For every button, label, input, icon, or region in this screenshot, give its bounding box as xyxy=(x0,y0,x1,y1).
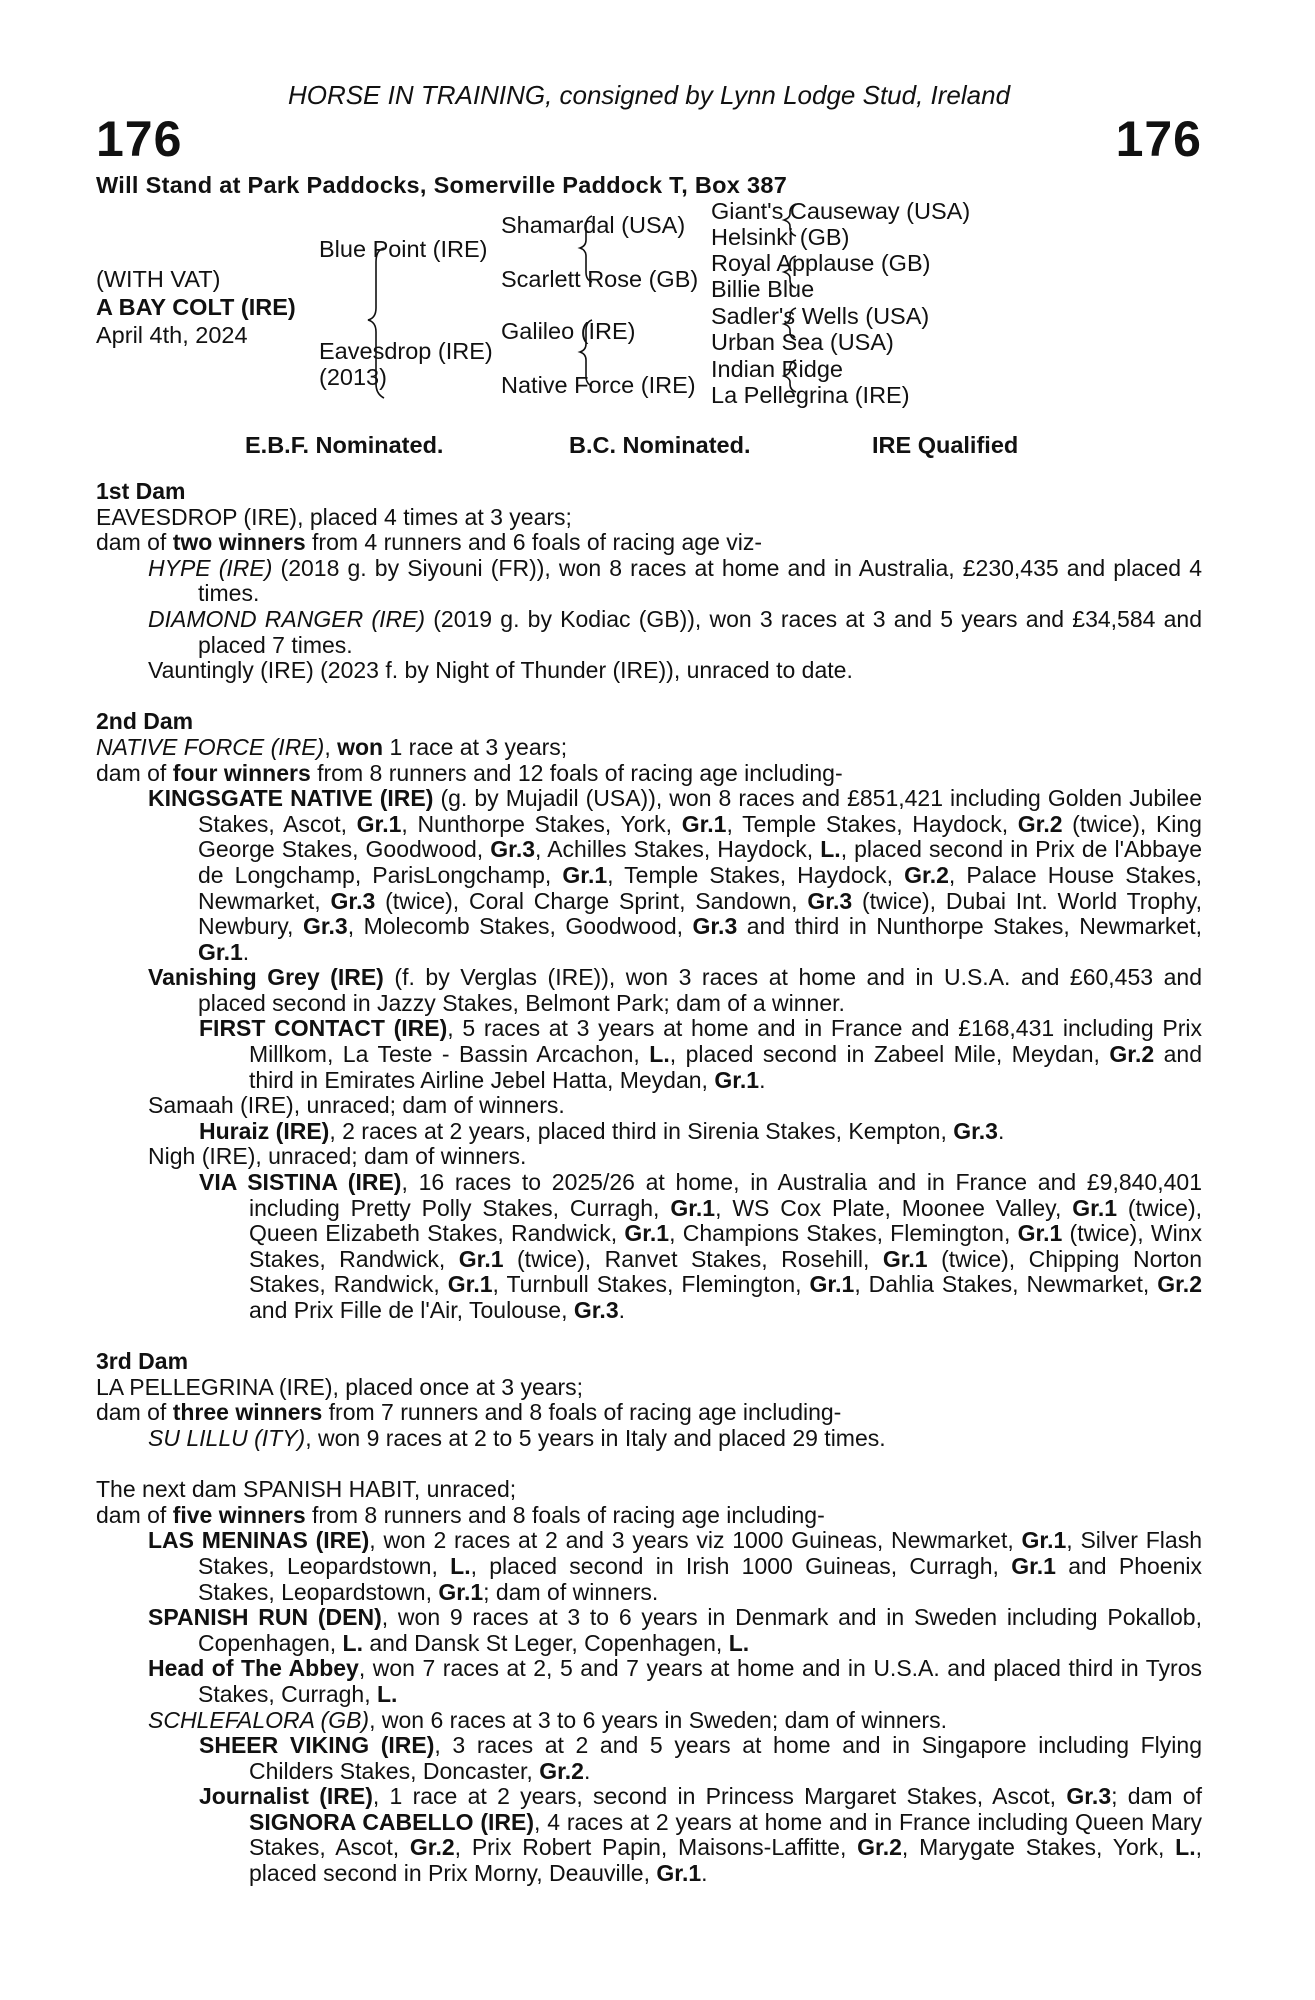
produce-via-sistina: VIA SISTINA (IRE), 16 races to 2025/26 at home, in Australia and in France and £9,840,401 including Pretty Polly Stakes, Curragh, Gr.1, WS Cox Plate, Moonee Valley, Gr.1 (twice), Queen Elizabeth Stakes, Randwick, Gr.1, Champions Stakes, Flemington, Gr.1 (twice), Winx Stakes, Randwick, Gr.1 (twice), Ranvet Stakes, Rosehill, Gr.1 (twice), Chipping Norton Stakes, Randwick, Gr.1, Turnbull Stakes, Flemington, Gr.1, Dahlia Stakes, Newmarket, Gr.2 and Prix Fille de l'Air, Toulouse, Gr.3. xyxy=(199,1169,1203,1323)
sire: Blue Point (IRE) xyxy=(319,236,488,262)
produce-las-meninas: LAS MENINAS (IRE), won 2 races at 2 and 3 years viz 1000 Guineas, Newmarket, Gr.1, Silver Flash Stakes, Leopardstown, L., placed second in Irish 1000 Guineas, Curragh, Gr.1 and Phoenix Stakes, Leopardstown, Gr.1; dam of winners. xyxy=(148,1527,1202,1605)
produce-su-lillu: SU LILLU (ITY), won 9 races at 2 to 5 years in Italy and placed 29 times. xyxy=(148,1424,886,1451)
second-dam-record: NATIVE FORCE (IRE), won 1 race at 3 years; xyxy=(96,733,568,760)
produce-huraiz: Huraiz (IRE), 2 races at 2 years, placed third in Sirenia Stakes, Kempton, Gr.3. xyxy=(199,1117,1005,1144)
horse-name: A BAY COLT (IRE) xyxy=(96,294,296,320)
catalogue-page xyxy=(96,0,1202,2000)
sire-sire: Shamardal (USA) xyxy=(501,212,686,238)
dam: Eavesdrop (IRE) xyxy=(319,338,493,364)
bc-nominated: B.C. Nominated. xyxy=(569,432,751,458)
ancestor-4: Billie Blue xyxy=(711,276,815,302)
produce-nigh: Nigh (IRE), unraced; dam of winners. xyxy=(148,1143,527,1170)
second-dam-title: 2nd Dam xyxy=(96,708,194,735)
ancestor-7: Indian Ridge xyxy=(711,356,843,382)
vat-label: (WITH VAT) xyxy=(96,266,221,292)
produce-sheer-viking: SHEER VIKING (IRE), 3 races at 2 and 5 years at home and in Singapore including Flying Childers Stakes, Doncaster, Gr.2. xyxy=(199,1732,1202,1784)
produce-journalist: Journalist (IRE), 1 race at 2 years, second in Princess Margaret Stakes, Ascot, Gr.3; dam of SIGNORA CABELLO (IRE), 4 races at 2 years at home and in France including Queen Mary Stakes, Ascot, Gr.2, Prix Robert Papin, Maisons-Laffitte, Gr.2, Marygate Stakes, York, L., placed second in Prix Morny, Deauville, Gr.1. xyxy=(199,1783,1202,1887)
next-dam-section xyxy=(96,1477,1202,1887)
next-dam-produce-summary: dam of five winners from 8 runners and 8 foals of racing age including- xyxy=(96,1501,825,1528)
first-dam-produce-summary: dam of two winners from 4 runners and 6 foals of racing age viz- xyxy=(96,529,763,556)
produce-head-of-the-abbey: Head of The Abbey, won 7 races at 2, 5 and 7 years at home and in U.S.A. and placed third in Tyros Stakes, Curragh, L. xyxy=(148,1655,1202,1707)
third-dam-title: 3rd Dam xyxy=(96,1348,189,1375)
ancestor-5: Sadler's Wells (USA) xyxy=(711,303,930,329)
pedigree-table xyxy=(96,200,1202,430)
dam-dam: Native Force (IRE) xyxy=(501,372,696,398)
ancestor-3: Royal Applause (GB) xyxy=(711,250,931,276)
catalogue-body xyxy=(96,479,1202,1887)
second-dam-section xyxy=(96,709,1202,1323)
dam-year: (2013) xyxy=(319,364,387,390)
ancestor-2: Helsinki (GB) xyxy=(711,224,850,250)
ancestor-1: Giant's Causeway (USA) xyxy=(711,198,971,224)
dam-sire: Galileo (IRE) xyxy=(501,318,636,344)
third-dam-section xyxy=(96,1349,1202,1451)
produce-vauntingly: Vauntingly (IRE) (2023 f. by Night of Thunder (IRE)), unraced to date. xyxy=(148,657,853,684)
produce-kingsgate-native: KINGSGATE NATIVE (IRE) (g. by Mujadil (USA)), won 8 races and £851,421 including Golden Jubilee Stakes, Ascot, Gr.1, Nunthorpe Stakes, York, Gr.1, Temple Stakes, Haydock, Gr.2 (twice), King George Stakes, Goodwood, Gr.3, Achilles Stakes, Haydock, L., placed second in Prix de l'Abbaye de Longchamp, ParisLongchamp, Gr.1, Temple Stakes, Haydock, Gr.2, Palace House Stakes, Newmarket, Gr.3 (twice), Coral Charge Sprint, Sandown, Gr.3 (twice), Dubai Int. World Trophy, Newbury, Gr.3, Molecomb Stakes, Goodwood, Gr.3 and third in Nunthorpe Stakes, Newmarket, Gr.1. xyxy=(148,785,1203,965)
third-dam-produce-summary: dam of three winners from 7 runners and 8 foals of racing age including- xyxy=(96,1399,842,1426)
lot-number-left: 176 xyxy=(96,111,183,167)
produce-schlefalora: SCHLEFALORA (GB), won 6 races at 3 to 6 years in Sweden; dam of winners. xyxy=(148,1706,947,1733)
second-dam-produce-summary: dam of four winners from 8 runners and 12 foals of racing age including- xyxy=(96,759,843,786)
ire-qualified: IRE Qualified xyxy=(872,432,1019,458)
sire-dam: Scarlett Rose (GB) xyxy=(501,266,699,292)
lot-number-right: 176 xyxy=(1115,111,1202,167)
produce-vanishing-grey: Vanishing Grey (IRE) (f. by Verglas (IRE)), won 3 races at home and in U.S.A. and £60,453 and placed second in Jazzy Stakes, Belmont Park; dam of a winner. xyxy=(148,964,1202,1016)
next-dam-record: The next dam SPANISH HABIT, unraced; xyxy=(96,1476,517,1503)
produce-samaah: Samaah (IRE), unraced; dam of winners. xyxy=(148,1092,565,1119)
produce-first-contact: FIRST CONTACT (IRE), 5 races at 3 years at home and in France and £168,431 including Prix Millkom, La Teste - Bassin Arcachon, L., placed second in Zabeel Mile, Meydan, Gr.2 and third in Emirates Airline Jebel Hatta, Meydan, Gr.1. xyxy=(199,1015,1202,1093)
produce-diamond-ranger: DIAMOND RANGER (IRE) (2019 g. by Kodiac (GB)), won 3 races at 3 and 5 years and £34,584 and placed 7 times. xyxy=(148,605,1202,658)
first-dam-section xyxy=(96,479,1202,684)
stand-location: Will Stand at Park Paddocks, Somerville Paddock T, Box 387 xyxy=(96,172,788,198)
ancestor-8: La Pellegrina (IRE) xyxy=(711,382,910,408)
foaling-date: April 4th, 2024 xyxy=(96,322,248,348)
first-dam-title: 1st Dam xyxy=(96,478,186,504)
produce-hype: HYPE (IRE) (2018 g. by Siyouni (FR)), won 8 races at home and in Australia, £230,435 and placed 4 times. xyxy=(148,554,1202,607)
consignment-line: HORSE IN TRAINING, consigned by Lynn Lodge Stud, Ireland xyxy=(287,80,1011,110)
first-dam-record: EAVESDROP (IRE), placed 4 times at 3 years; xyxy=(96,503,572,530)
ebf-nominated: E.B.F. Nominated. xyxy=(245,432,444,458)
ancestor-6: Urban Sea (USA) xyxy=(711,329,894,355)
produce-spanish-run: SPANISH RUN (DEN), won 9 races at 3 to 6 years in Denmark and in Sweden including Pokallob, Copenhagen, L. and Dansk St Leger, Copenhagen, L. xyxy=(148,1604,1202,1656)
third-dam-record: LA PELLEGRINA (IRE), placed once at 3 years; xyxy=(96,1373,584,1400)
